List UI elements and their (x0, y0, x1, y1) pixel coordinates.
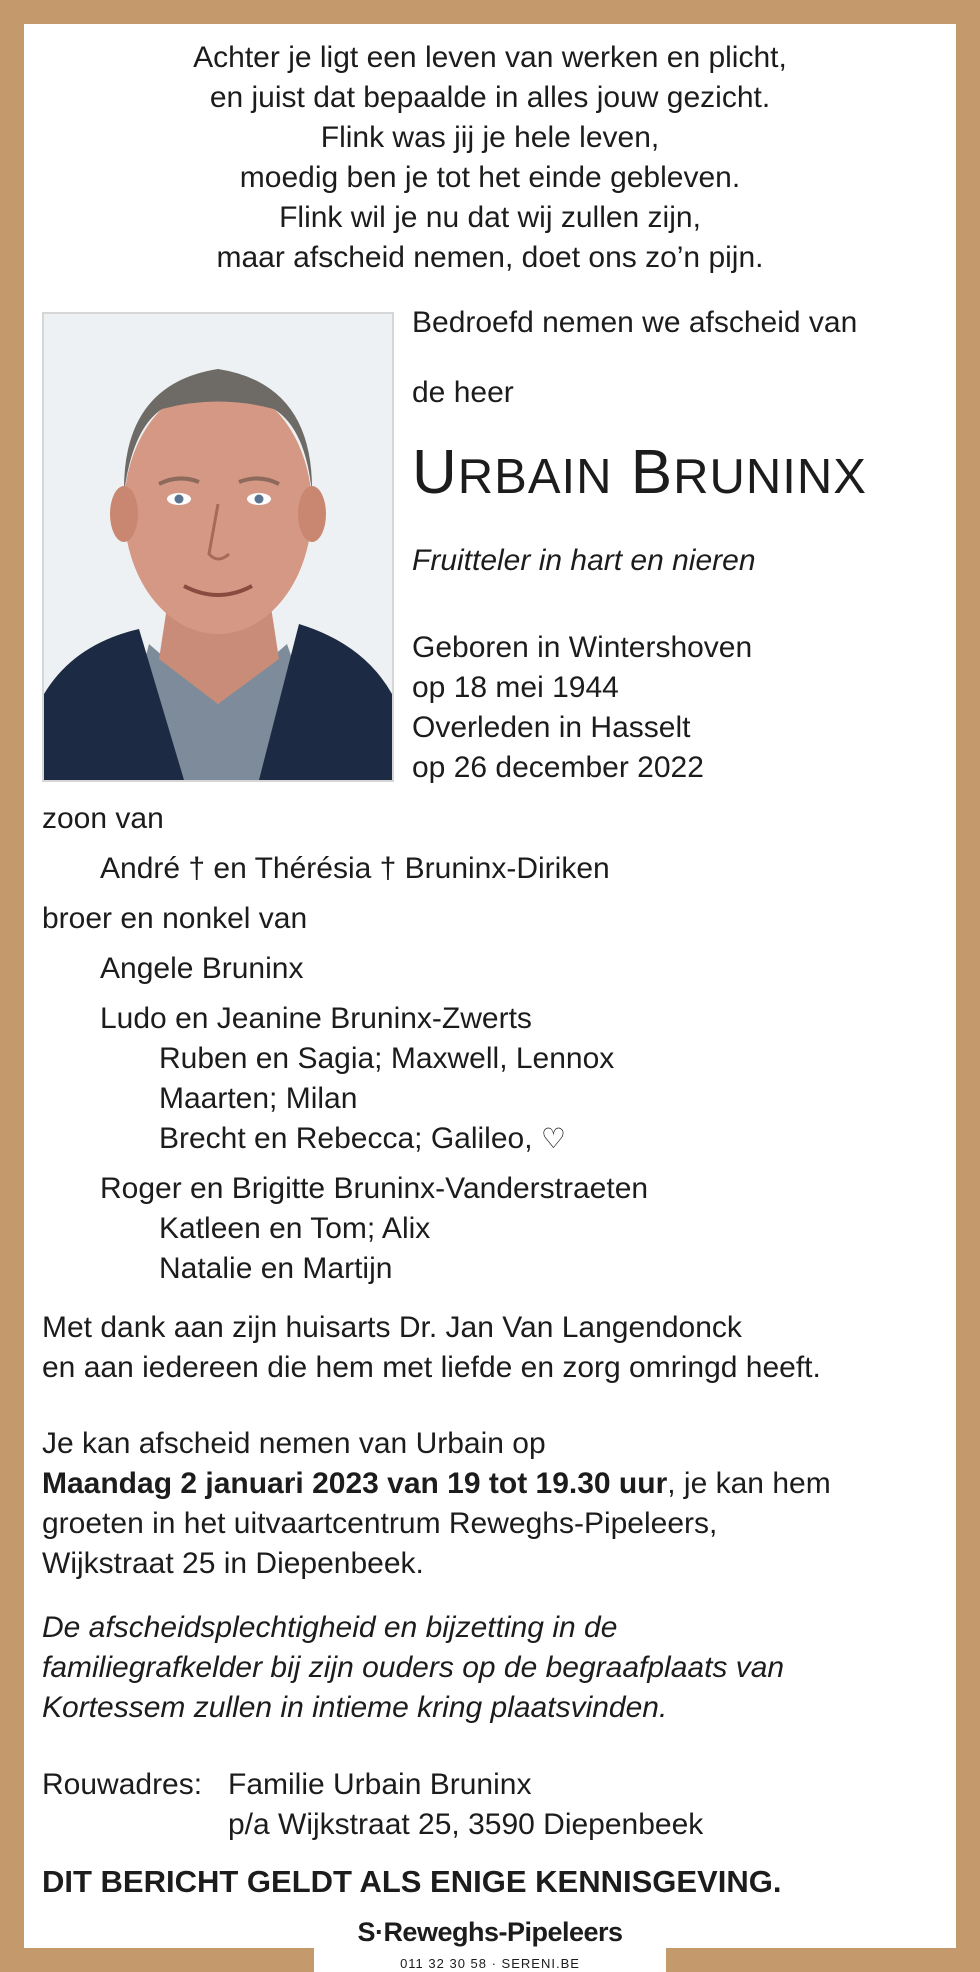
funeral-home-logo: S·Reweghs-Pipeleers (357, 1917, 623, 1947)
heart-icon: ♡ (540, 1123, 566, 1154)
sibling-3: Roger en Brigitte Bruninx-Vanderstraeten (100, 1172, 649, 1205)
portrait-photo (42, 312, 394, 782)
visitation-datetime: Maandag 2 januari 2023 van 19 tot 19.30 uur (42, 1467, 668, 1500)
title-prefix: de heer (412, 376, 514, 409)
ceremony-info: De afscheidsplechtigheid en bijzetting in de familiegrafkelder bij zijn ouders op de begraafplaats van Kortessem zullen in intieme kring plaatsvinden. (42, 1611, 785, 1724)
deceased-name: URBAIN BRUNINX (412, 438, 867, 507)
sibling-2-kid: Ruben en Sagia; Maxwell, Lennox (159, 1042, 615, 1075)
date-line: Geboren in Wintershoven (412, 631, 753, 664)
poem-line: Achter je ligt een leven van werken en plicht, (193, 41, 787, 74)
parents: André † en Thérésia † Bruninx-Diriken (100, 852, 610, 885)
poem-line: Flink wil je nu dat wij zullen zijn, (279, 201, 701, 234)
sibling-2-kid: Brecht en Rebecca; Galileo, ♡ (159, 1122, 566, 1155)
sibling-3-kid: Natalie en Martijn (159, 1252, 393, 1285)
life-dates (412, 628, 752, 788)
funeral-home-footer (314, 1905, 666, 1972)
obituary-card (24, 24, 956, 1948)
notice: DIT BERICHT GELDT ALS ENIGE KENNISGEVING. (42, 1864, 782, 1899)
sibling-1: Angele Bruninx (100, 952, 304, 985)
funeral-home-contact: 011 32 30 58 · SERENI.BE (400, 1956, 580, 1971)
poem-line: Flink was jij je hele leven, (320, 121, 660, 154)
date-line: op 26 december 2022 (412, 751, 704, 784)
date-line: op 18 mei 1944 (412, 671, 619, 704)
poem-line: moedig ben je tot het einde gebleven. (239, 161, 741, 194)
address-label: Rouwadres: (42, 1768, 203, 1801)
portrait-illustration (44, 314, 392, 780)
address-line: Familie Urbain Bruninx (228, 1768, 532, 1801)
sibling-label: broer en nonkel van (42, 902, 308, 935)
poem-line: maar afscheid nemen, doet ons zo’n pijn. (216, 241, 764, 274)
thanks: Met dank aan zijn huisarts Dr. Jan Van Langendonck en aan iedereen die hem met liefde en zorg omringd heeft. (42, 1311, 821, 1384)
intro-text: Bedroefd nemen we afscheid van (412, 306, 858, 339)
date-line: Overleden in Hasselt (412, 711, 691, 744)
poem (24, 38, 956, 278)
address-line: p/a Wijkstraat 25, 3590 Diepenbeek (228, 1808, 704, 1841)
sibling-3-kid: Katleen en Tom; Alix (159, 1212, 431, 1245)
son-of-label: zoon van (42, 802, 164, 835)
poem-line: en juist dat bepaalde in alles jouw gezicht. (209, 81, 771, 114)
sibling-2: Ludo en Jeanine Bruninx-Zwerts (100, 1002, 532, 1035)
visitation-info: Je kan afscheid nemen van Urbain op Maandag 2 januari 2023 van 19 tot 19.30 uur, je kan hem groeten in het uitvaartcentrum Reweghs-Pipeleers, Wijkstraat 25 in Diepenbeek. (42, 1427, 831, 1580)
tagline: Fruitteler in hart en nieren (412, 544, 756, 577)
sibling-2-kid: Maarten; Milan (159, 1082, 358, 1115)
